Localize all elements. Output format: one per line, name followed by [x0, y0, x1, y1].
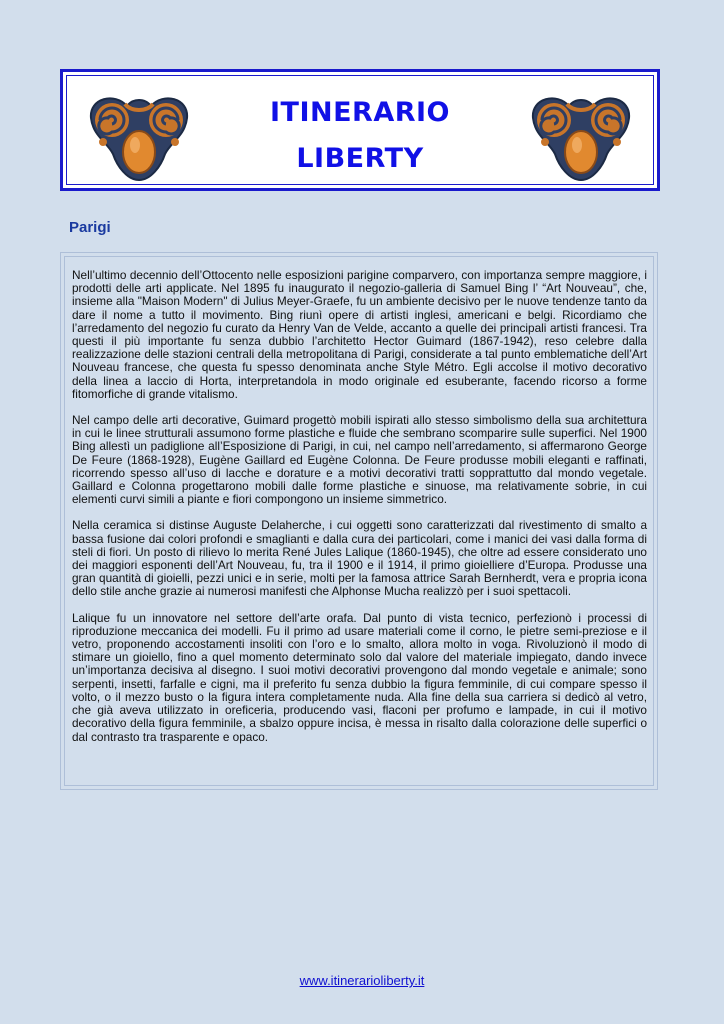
article-body [64, 256, 654, 786]
title-line-1: ITINERARIO [269, 97, 451, 128]
paragraph-2: Nel campo delle arti decorative, Guimard progettò mobili ispirati allo stesso simbolismo della sua architettura in cui le linee strutturali assumono forme plastiche e fluide che sembrano scomparire sulle superfici. Nel 1900 Bing allestì un padiglione all’Esposizione di Parigi, in cui, nel campo nell’arredamento, si affermarono George De Feure (1868-1928), Eugène Gaillard ed Eugène Colonna. De Feure produsse mobili eleganti e raffinati, ricorrendo spesso all’uso di lacche e dorature e a motivi decorativi tratti sopprattutto dal mondo vegetale. Gaillard e Colonna progettarono mobili dalle forme plastiche e sinuose, ma relativamente sobrie, in cui elementi curvi simili a piante e fiori compongono un insieme simmetrico. [72, 413, 647, 507]
article-box [60, 252, 658, 790]
paragraph-3: Nella ceramica si distinse Auguste Delaherche, i cui oggetti sono caratterizzati dal rivestimento di smalto a bassa fusione dai colori profondi e smaglianti e dalla cura dei particolari, come i manici dei vasi dalla forma di steli di fiori. Un posto di rilievo lo merita René Jules Lalique (1860-1945), che oltre ad essere considerato uno dei maggiori esponenti dell’Art Nouveau, fu, tra il 1900 e il 1914, il primo gioielliere d’Europa. Produsse una gran quantità di gioielli, pezzi unici e in serie, molti per la famosa attrice Sarah Bernherdt, vera e propria icona dello stile anche grazie ai numerosi manifesti che Alphonse Mucha realizzò per i suoi spettacoli. [72, 518, 647, 599]
title-line-2: LIBERTY [296, 143, 424, 174]
paragraph-1: Nell’ultimo decennio dell’Ottocento nelle esposizioni parigine comparvero, con importanza sempre maggiore, i prodotti delle arti applicate. Nel 1895 fu inaugurato il negozio-galleria di Samuel Bing l’ “Art Nouveau”, che, insieme alla "Maison Modern" di Julius Meyer-Graefe, fu un ambiente decisivo per le nuove tendenze tanto da dare il nome a tutto il movimento. Bing riunì opere di artisti inglesi, americani e belgi. Ricordiamo che l’arredamento del negozio fu curato da Henry Van de Velde, accanto a quelle dei principali artisti francesi. Tra questi il più importante fu senza dubbio l’architetto Hector Guimard (1867-1942), reso celebre dalla realizzazione delle stazioni centrali della metropolitana di Parigi, considerate a tal punto emblematiche dell’Art Nouveau francese, che questa fu spesso denominata anche Style Métro. Egli accolse il motivo decorativo della linea a laccio di Horta, interpretandola in modo originale ed esuberante, facendo ricorso a forme fitomorfiche di grande vitalismo. [72, 268, 647, 401]
header-banner [60, 69, 660, 191]
website-link[interactable]: www.itinerarioliberty.it [299, 973, 425, 988]
paragraph-4: Lalique fu un innovatore nel settore dell’arte orafa. Dal punto di vista tecnico, perfezionò i processi di riproduzione meccanica dei modelli. Fu il primo ad usare materiali come il corno, le pietre semi-preziose e il vetro, proponendo accostamenti insoliti con l’oro e lo smalto, allora molto in voga. Rivoluzionò il modo di stimare un gioiello, fino a quel momento determinato solo dal valore del materiale impiegato, dando invece un’importanza decisiva al disegno. I suoi motivi decorativi provengono dal mondo vegetale e animale; sono serpenti, insetti, farfalle e cigni, ma il preferito fu senza dubbio la figura femminile, di cui compare spesso il volto, o il mezzo busto o la figura intera completamente nuda. Alla fine della sua carriera si dedicò al vetro, che già aveva utilizzato in oreficeria, producendo vasi, flaconi per profumo e lampade, in cui il motivo decorativo della figura femminile, a sbalzo oppure incisa, è messa in risalto dalla colorazione delle superfici o dal contrasto tra trasparente e opaco. [72, 610, 647, 744]
page-title [217, 90, 503, 182]
header-inner-frame [66, 75, 654, 185]
art-nouveau-ornament-icon [85, 90, 193, 184]
art-nouveau-ornament-icon [527, 90, 635, 184]
section-heading: Parigi [69, 219, 111, 236]
